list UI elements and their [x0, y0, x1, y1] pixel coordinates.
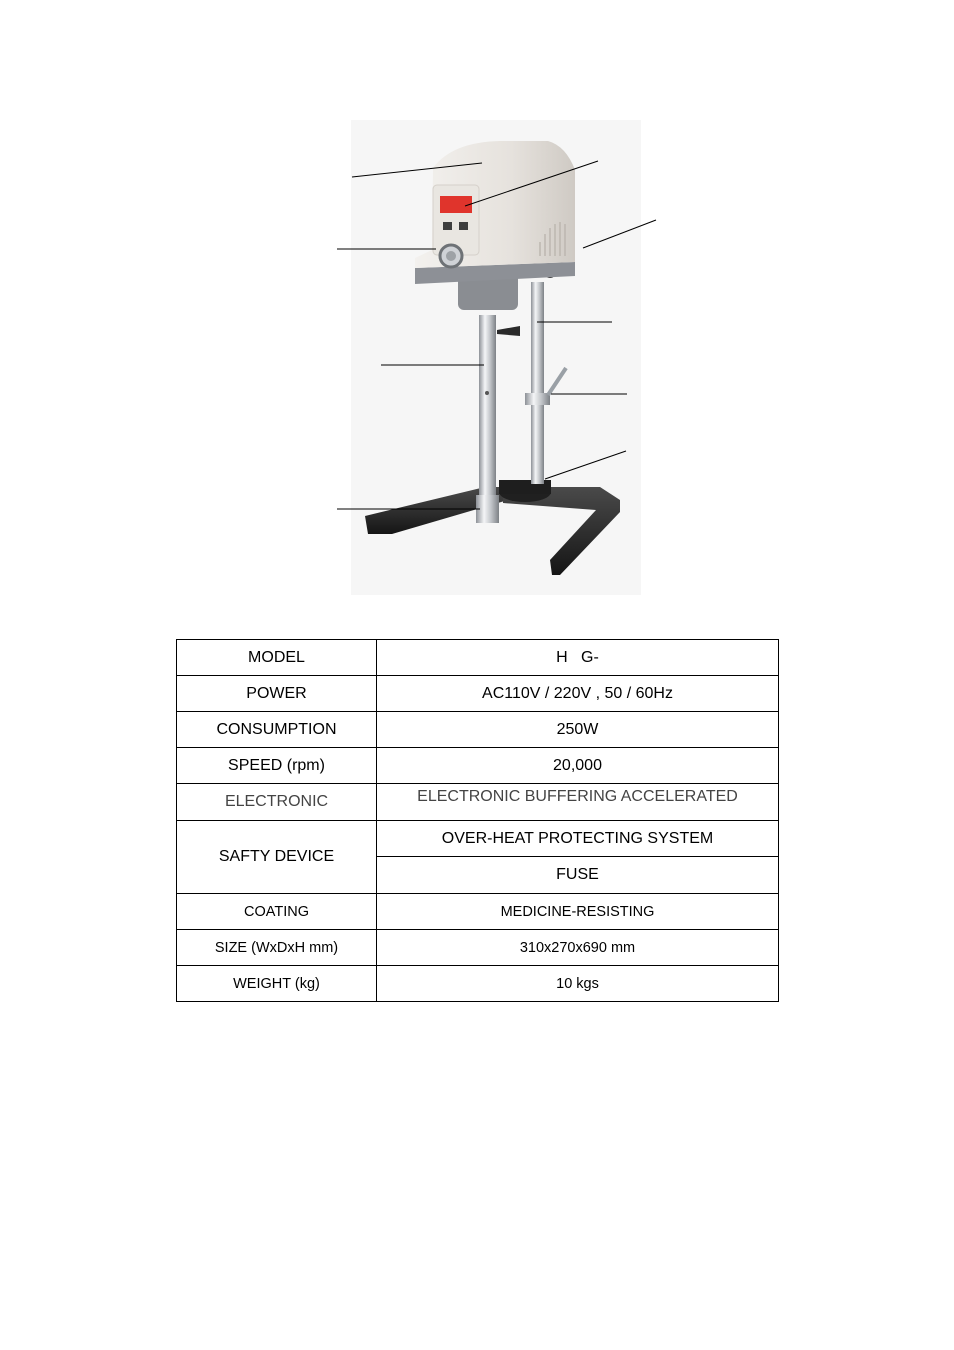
size-value: 310x270x690 mm [377, 930, 779, 966]
table-row [177, 784, 779, 821]
table-row [177, 640, 779, 676]
electronic-label: ELECTRONIC [177, 784, 377, 821]
model-value: H G- [377, 640, 779, 676]
safety-value-fuse: FUSE [377, 857, 779, 894]
table-row [177, 930, 779, 966]
safety-label: SAFTY DEVICE [177, 821, 377, 894]
speed-value: 20,000 [377, 748, 779, 784]
table-row [177, 748, 779, 784]
speed-label: SPEED (rpm) [177, 748, 377, 784]
button-left [443, 222, 452, 230]
homogenizer-product-image [330, 110, 670, 610]
dispersing-shaft [479, 315, 496, 495]
button-right [459, 222, 468, 230]
support-rod [531, 282, 544, 484]
consumption-label: CONSUMPTION [177, 712, 377, 748]
table-row [177, 676, 779, 712]
model-label: MODEL [177, 640, 377, 676]
rod-collar [525, 393, 550, 405]
coating-label: COATING [177, 894, 377, 930]
weight-value: 10 kgs [377, 966, 779, 1002]
consumption-value: 250W [377, 712, 779, 748]
table-row [177, 821, 779, 857]
table-row [177, 966, 779, 1002]
table-row [177, 712, 779, 748]
power-label: POWER [177, 676, 377, 712]
spec-table [176, 639, 779, 1002]
coating-value: MEDICINE-RESISTING [377, 894, 779, 930]
digital-display [440, 196, 472, 213]
safety-value-overheat: OVER-HEAT PROTECTING SYSTEM [377, 821, 779, 857]
table-row [177, 894, 779, 930]
power-value: AC110V / 220V , 50 / 60Hz [377, 676, 779, 712]
size-label: SIZE (WxDxH mm) [177, 930, 377, 966]
electronic-value: ELECTRONIC BUFFERING ACCELERATED [377, 784, 779, 821]
weight-label: WEIGHT (kg) [177, 966, 377, 1002]
